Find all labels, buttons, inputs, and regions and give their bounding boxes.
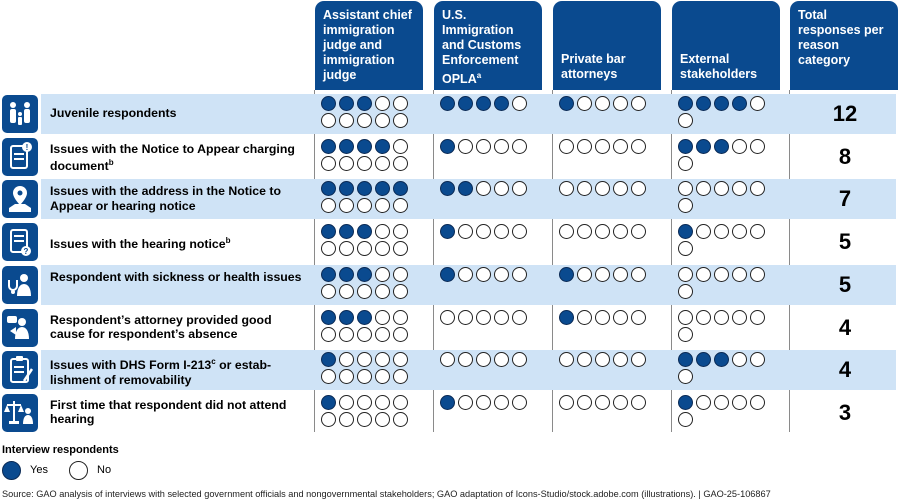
no-circle [750, 181, 765, 196]
yes-circle [339, 310, 354, 325]
legend-no-label: No [97, 464, 112, 476]
yes-circle [559, 96, 574, 111]
no-circle [577, 181, 592, 196]
no-circle [393, 395, 408, 410]
yes-circle [678, 352, 693, 367]
no-circle [696, 224, 711, 239]
no-circle [393, 327, 408, 342]
no-circle [440, 310, 455, 325]
no-circle [512, 352, 527, 367]
no-circle [678, 198, 693, 213]
yes-circle [458, 181, 473, 196]
no-circle [458, 310, 473, 325]
no-circle [631, 181, 646, 196]
no-circle [512, 139, 527, 154]
no-circle [613, 310, 628, 325]
no-circle [613, 352, 628, 367]
response-cell [440, 96, 540, 111]
response-cell [559, 96, 659, 111]
yes-circle [678, 395, 693, 410]
no-circle [696, 267, 711, 282]
yes-circle [393, 181, 408, 196]
no-circle [559, 139, 574, 154]
no-circle [393, 310, 408, 325]
response-cell [440, 395, 540, 410]
yes-circle [440, 181, 455, 196]
yes-circle [321, 395, 336, 410]
no-circle [512, 224, 527, 239]
no-circle [494, 139, 509, 154]
no-circle [357, 113, 372, 128]
yes-circle [559, 310, 574, 325]
column-header-opla [434, 1, 542, 90]
no-circle [357, 395, 372, 410]
response-cell [559, 267, 659, 282]
no-circle [512, 310, 527, 325]
yes-circle [476, 96, 491, 111]
no-circle [375, 310, 390, 325]
no-circle [750, 267, 765, 282]
response-cell [678, 224, 778, 256]
no-circle [357, 198, 372, 213]
row-label: First time that respondent did not attend hearing [50, 397, 287, 427]
no-circle [613, 395, 628, 410]
no-circle [732, 352, 747, 367]
no-circle [494, 267, 509, 282]
no-circle [577, 395, 592, 410]
no-circle [339, 327, 354, 342]
attorney-icon [2, 309, 38, 347]
yes-circle [357, 267, 372, 282]
no-circle [613, 96, 628, 111]
column-header-private-bar [553, 1, 661, 90]
total-value: 5 [838, 271, 852, 297]
response-cell [559, 224, 659, 239]
no-circle [678, 284, 693, 299]
no-circle [714, 310, 729, 325]
no-circle [339, 198, 354, 213]
no-circle [339, 369, 354, 384]
yes-circle [357, 181, 372, 196]
no-circle [732, 395, 747, 410]
no-circle [595, 395, 610, 410]
total-value: 3 [838, 399, 852, 425]
no-circle [577, 139, 592, 154]
response-cell [321, 224, 421, 256]
total-value: 5 [838, 229, 852, 255]
response-cell [440, 139, 540, 154]
no-circle [393, 352, 408, 367]
no-circle [321, 327, 336, 342]
no-circle [494, 395, 509, 410]
no-circle [375, 369, 390, 384]
legend-no-swatch [69, 461, 88, 480]
no-circle [476, 352, 491, 367]
yes-circle [339, 224, 354, 239]
yes-circle [732, 96, 747, 111]
response-cell [321, 267, 421, 299]
yes-circle [375, 181, 390, 196]
yes-circle [494, 96, 509, 111]
no-circle [559, 224, 574, 239]
no-circle [375, 395, 390, 410]
map-pin-icon [2, 180, 38, 218]
no-circle [750, 96, 765, 111]
legend-yes-label: Yes [30, 464, 48, 476]
no-circle [339, 395, 354, 410]
row-label: Issues with the address in the Notice to Appear or hearing notice [50, 184, 281, 213]
response-cell [678, 139, 778, 171]
no-circle [631, 395, 646, 410]
no-circle [357, 412, 372, 427]
column-header-label: Private bar attorneys [561, 52, 626, 81]
no-circle [750, 395, 765, 410]
no-circle [714, 181, 729, 196]
yes-circle [357, 310, 372, 325]
yes-circle [339, 181, 354, 196]
no-circle [714, 224, 729, 239]
row-label: Issues with the Notice to Appear charging document$^b$ [50, 141, 295, 174]
no-circle [357, 241, 372, 256]
no-circle [494, 224, 509, 239]
no-circle [393, 369, 408, 384]
response-cell [321, 181, 421, 213]
column-header-label: Assistant chief immigration judge and immigration judge [323, 8, 412, 82]
yes-circle [696, 352, 711, 367]
column-header-stakeholders [672, 1, 780, 90]
no-circle [631, 310, 646, 325]
response-cell [321, 395, 421, 427]
no-circle [375, 412, 390, 427]
yes-circle [321, 352, 336, 367]
yes-circle [375, 139, 390, 154]
no-circle [494, 181, 509, 196]
no-circle [613, 139, 628, 154]
no-circle [512, 96, 527, 111]
no-circle [339, 156, 354, 171]
no-circle [375, 267, 390, 282]
no-circle [559, 395, 574, 410]
no-circle [476, 139, 491, 154]
yes-circle [696, 96, 711, 111]
row-label: Issues with the hearing notice$^b$ [50, 236, 231, 252]
yes-circle [440, 267, 455, 282]
no-circle [458, 224, 473, 239]
no-circle [678, 181, 693, 196]
no-circle [321, 156, 336, 171]
no-circle [321, 198, 336, 213]
column-header-label: External stakeholders [680, 52, 758, 81]
no-circle [339, 352, 354, 367]
response-cell [440, 267, 540, 282]
document-question-icon [2, 223, 38, 261]
no-circle [357, 156, 372, 171]
no-circle [393, 113, 408, 128]
no-circle [613, 267, 628, 282]
no-circle [476, 395, 491, 410]
no-circle [393, 224, 408, 239]
response-cell [440, 352, 540, 367]
no-circle [595, 181, 610, 196]
no-circle [393, 139, 408, 154]
no-circle [357, 327, 372, 342]
no-circle [458, 139, 473, 154]
no-circle [577, 310, 592, 325]
no-circle [631, 224, 646, 239]
yes-circle [357, 139, 372, 154]
total-value: 7 [838, 186, 852, 212]
no-circle [696, 310, 711, 325]
no-circle [678, 267, 693, 282]
no-circle [678, 156, 693, 171]
response-cell [678, 96, 778, 128]
no-circle [476, 310, 491, 325]
response-cell [559, 395, 659, 410]
response-cell [321, 139, 421, 171]
no-circle [339, 241, 354, 256]
yes-circle [321, 310, 336, 325]
no-circle [678, 310, 693, 325]
legend-yes-swatch [2, 461, 21, 480]
no-circle [375, 156, 390, 171]
no-circle [732, 224, 747, 239]
no-circle [595, 352, 610, 367]
no-circle [696, 181, 711, 196]
no-circle [631, 139, 646, 154]
column-header-label: U.S. Immigration and Customs Enforcement OPLA$^a$ [442, 8, 522, 87]
no-circle [696, 395, 711, 410]
no-circle [577, 352, 592, 367]
no-circle [393, 267, 408, 282]
no-circle [393, 156, 408, 171]
response-cell [440, 224, 540, 239]
total-value: 12 [832, 101, 858, 126]
no-circle [732, 181, 747, 196]
health-icon [2, 266, 38, 304]
no-circle [512, 267, 527, 282]
yes-circle [321, 267, 336, 282]
svg-text:?: ? [23, 247, 29, 257]
no-circle [577, 267, 592, 282]
no-circle [476, 181, 491, 196]
yes-circle [440, 139, 455, 154]
yes-circle [714, 139, 729, 154]
no-circle [559, 352, 574, 367]
yes-circle [714, 96, 729, 111]
yes-circle [339, 267, 354, 282]
response-cell [678, 181, 778, 213]
no-circle [375, 224, 390, 239]
no-circle [375, 327, 390, 342]
no-circle [494, 310, 509, 325]
no-circle [494, 352, 509, 367]
no-circle [678, 369, 693, 384]
no-circle [393, 96, 408, 111]
no-circle [750, 139, 765, 154]
no-circle [357, 369, 372, 384]
no-circle [339, 284, 354, 299]
column-header-total [790, 1, 898, 90]
no-circle [321, 241, 336, 256]
no-circle [393, 284, 408, 299]
no-circle [339, 113, 354, 128]
row-label: Issues with DHS Form I-213$^c$ or estab-lishment of removability [50, 357, 272, 387]
yes-circle [339, 96, 354, 111]
response-cell [678, 267, 778, 299]
yes-circle [321, 181, 336, 196]
no-circle [321, 412, 336, 427]
response-cell [678, 395, 778, 427]
no-circle [631, 267, 646, 282]
legend-title: Interview respondents [2, 444, 119, 456]
no-circle [750, 352, 765, 367]
no-circle [321, 369, 336, 384]
yes-circle [357, 96, 372, 111]
no-circle [393, 198, 408, 213]
no-circle [595, 96, 610, 111]
response-cell [321, 310, 421, 342]
yes-circle [458, 96, 473, 111]
document-alert-icon [2, 138, 38, 176]
no-circle [678, 412, 693, 427]
no-circle [750, 224, 765, 239]
yes-circle [321, 224, 336, 239]
no-circle [375, 96, 390, 111]
row-label: Respondent with sickness or health issues [50, 269, 302, 284]
response-cell [440, 310, 540, 325]
yes-circle [321, 139, 336, 154]
yes-circle [321, 96, 336, 111]
no-circle [458, 352, 473, 367]
response-cell [559, 181, 659, 196]
no-circle [577, 224, 592, 239]
no-circle [375, 113, 390, 128]
response-cell [678, 352, 778, 384]
family-icon [2, 95, 38, 133]
response-cell [559, 310, 659, 325]
no-circle [750, 310, 765, 325]
response-cell [678, 310, 778, 342]
no-circle [458, 267, 473, 282]
no-circle [595, 139, 610, 154]
yes-circle [678, 96, 693, 111]
response-cell [559, 352, 659, 367]
no-circle [357, 352, 372, 367]
yes-circle [559, 267, 574, 282]
no-circle [577, 96, 592, 111]
response-cell [440, 181, 540, 196]
no-circle [631, 352, 646, 367]
no-circle [393, 241, 408, 256]
no-circle [375, 352, 390, 367]
row-label: Juvenile respondents [50, 106, 177, 120]
yes-circle [678, 139, 693, 154]
svg-text:!: ! [25, 142, 29, 152]
no-circle [732, 310, 747, 325]
no-circle [714, 395, 729, 410]
yes-circle [696, 139, 711, 154]
no-circle [476, 267, 491, 282]
yes-circle [440, 96, 455, 111]
total-value: 4 [838, 314, 852, 340]
no-circle [613, 181, 628, 196]
no-circle [440, 352, 455, 367]
yes-circle [339, 139, 354, 154]
no-circle [458, 395, 473, 410]
no-circle [375, 198, 390, 213]
no-circle [321, 113, 336, 128]
response-cell [321, 96, 421, 128]
no-circle [595, 310, 610, 325]
no-circle [714, 267, 729, 282]
response-cell [321, 352, 421, 384]
column-header-label: Total responses per reason category [798, 8, 884, 67]
yes-circle [357, 224, 372, 239]
justice-icon [2, 394, 38, 432]
yes-circle [714, 352, 729, 367]
no-circle [559, 181, 574, 196]
yes-circle [678, 224, 693, 239]
yes-circle [440, 224, 455, 239]
row-label: Respondent’s attorney provided good cause for respondent’s absence [50, 312, 272, 341]
no-circle [375, 284, 390, 299]
no-circle [678, 113, 693, 128]
no-circle [512, 395, 527, 410]
column-header-judges [315, 1, 423, 90]
no-circle [375, 241, 390, 256]
no-circle [476, 224, 491, 239]
yes-circle [440, 395, 455, 410]
source-note: Source: GAO analysis of interviews with selected government officials and nongovernmental stakeholders; GAO adaptation of Icons-Studio/stock.adobe.com (illustrations). | GAO-25-106867 [2, 489, 771, 499]
no-circle [732, 139, 747, 154]
response-cell [559, 139, 659, 154]
total-value: 4 [838, 357, 852, 383]
no-circle [732, 267, 747, 282]
no-circle [321, 284, 336, 299]
no-circle [595, 224, 610, 239]
no-circle [613, 224, 628, 239]
no-circle [339, 412, 354, 427]
no-circle [631, 96, 646, 111]
no-circle [357, 284, 372, 299]
no-circle [595, 267, 610, 282]
no-circle [678, 327, 693, 342]
clipboard-icon [2, 351, 38, 389]
no-circle [512, 181, 527, 196]
total-value: 8 [838, 143, 852, 169]
no-circle [678, 241, 693, 256]
no-circle [393, 412, 408, 427]
